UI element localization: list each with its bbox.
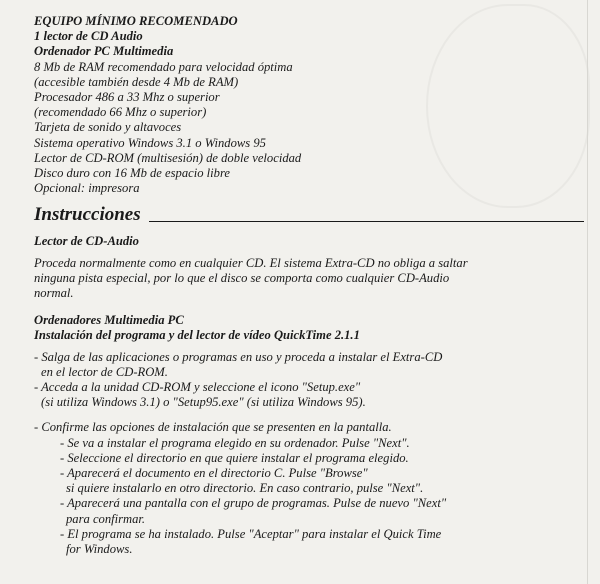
instructions-heading-row: [34, 204, 584, 226]
requirement-line: (accesible también desde 4 Mb de RAM): [34, 74, 239, 89]
instructions-heading: Instrucciones: [34, 204, 141, 226]
multimedia-title: Ordenadores Multimedia PC: [34, 313, 184, 328]
step-line: - Se va a instalar el programa elegido en su ordenador. Pulse "Next".: [60, 435, 410, 450]
requirement-line: Procesador 486 a 33 Mhz o superior: [34, 90, 220, 105]
instruction-line: - Acceda a la unidad CD-ROM y seleccione el icono "Setup.exe": [34, 380, 361, 395]
page-edge-rule: [587, 0, 588, 584]
requirements-title: EQUIPO MÍNIMO RECOMENDADO: [34, 14, 238, 28]
paragraph-line: Proceda normalmente como en cualquier CD. El sistema Extra-CD no obliga a saltar: [34, 255, 468, 270]
paragraph-line: ninguna pista especial, por lo que el disco se comporta como cualquier CD-Audio: [34, 270, 450, 285]
step-line: para confirmar.: [66, 511, 146, 526]
cd-audio-title: Lector de CD-Audio: [34, 234, 139, 249]
instruction-line: en el lector de CD-ROM.: [41, 364, 168, 379]
step-line: - Seleccione el directorio en que quiere instalar el programa elegido.: [60, 450, 409, 465]
install-block-2: [34, 420, 584, 557]
step-line: - El programa se ha instalado. Pulse "Aceptar" para instalar el Quick Time: [60, 526, 442, 541]
requirement-line: 8 Mb de RAM recomendado para velocidad óptima: [34, 59, 293, 74]
requirement-bold-line: Ordenador PC Multimedia: [34, 44, 174, 59]
requirement-line: (recomendado 66 Mhz o superior): [34, 105, 207, 120]
step-line: - Aparecerá una pantalla con el grupo de programas. Pulse de nuevo "Next": [60, 496, 447, 511]
requirement-bold-line: 1 lector de CD Audio: [34, 29, 143, 44]
instruction-line: (si utiliza Windows 3.1) o "Setup95.exe" (si utiliza Windows 95).: [41, 395, 366, 410]
instruction-line: - Confirme las opciones de instalación que se presenten en la pantalla.: [34, 420, 392, 435]
step-line: for Windows.: [66, 542, 133, 557]
heading-underline: [149, 221, 584, 222]
install-block-1: [34, 350, 584, 411]
cd-audio-paragraph: [34, 256, 584, 302]
paragraph-line: normal.: [34, 286, 74, 301]
step-line: si quiere instalarlo en otro directorio. En caso contrario, pulse "Next".: [66, 481, 424, 496]
step-line: - Aparecerá el documento en el directorio C. Pulse "Browse": [60, 466, 368, 481]
document-content: [34, 14, 584, 557]
multimedia-subtitle: Instalación del programa y del lector de vídeo QuickTime 2.1.1: [34, 328, 360, 343]
requirement-line: Lector de CD-ROM (multisesión) de doble velocidad: [34, 150, 302, 165]
instruction-line: - Salga de las aplicaciones o programas en uso y proceda a instalar el Extra-CD: [34, 349, 443, 364]
requirement-line: Opcional: impresora: [34, 181, 140, 196]
requirement-line: Sistema operativo Windows 3.1 o Windows 95: [34, 135, 266, 150]
requirement-line: Disco duro con 16 Mb de espacio libre: [34, 166, 230, 181]
requirement-line: Tarjeta de sonido y altavoces: [34, 120, 182, 135]
